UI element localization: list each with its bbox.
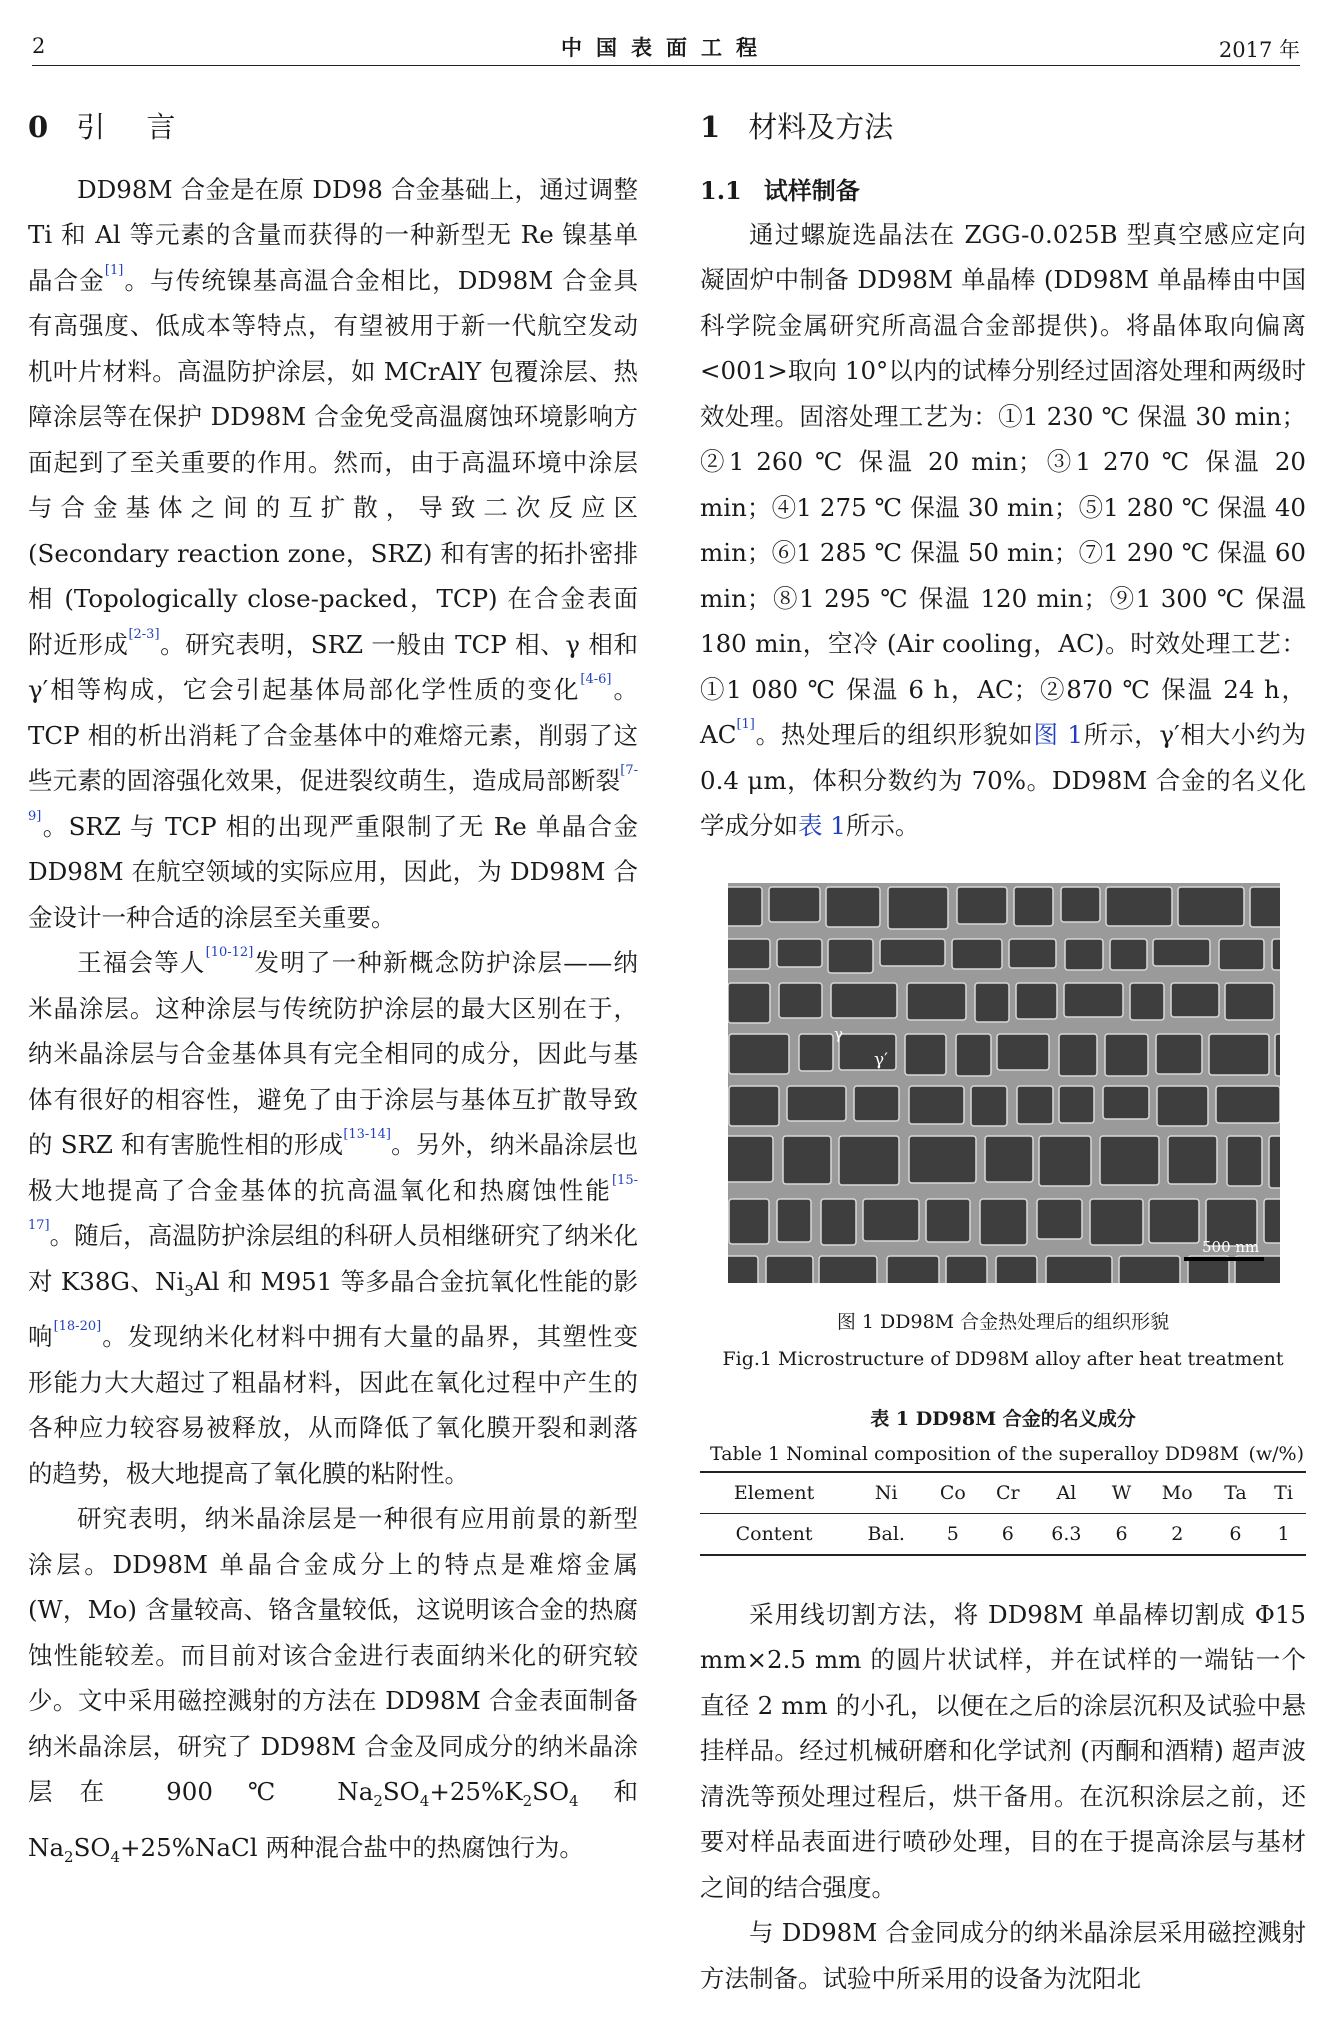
gamma-prime-cuboid: [1149, 1199, 1199, 1243]
gamma-prime-cuboid: [831, 983, 897, 1018]
gamma-label: γ: [834, 1024, 843, 1043]
citation[interactable]: [1]: [736, 717, 755, 733]
gamma-prime-cuboid: [957, 887, 1007, 924]
intro-paragraph-3: 研究表明，纳米晶涂层是一种很有应用前景的新型涂层。DD98M 单晶合金成分上的特点是难熔金属 (W，Mo) 含量较高、铬含量较低，这说明该合金的热腐蚀性能较差。而目前对该合金进行表面纳米化的研究较少。文中采用磁控溅射的方法在 DD98M 合金表面制备纳米晶涂层，研究了 DD98M 合金及同成分的纳米晶涂层在 900 ℃ $Na_2SO_4+25\%K_2SO_4$ 和 $Na_2SO_4+25\%NaCl$ 两种混合盐中的热腐蚀行为。: [28, 1504, 638, 1866]
gamma-prime-cuboid: [1059, 1034, 1097, 1076]
gamma-prime-cuboid: [980, 1199, 1027, 1245]
gamma-prime-cuboid: [907, 983, 966, 1020]
gamma-prime-cuboid: [1119, 1256, 1180, 1283]
gamma-prime-cuboid: [1009, 939, 1056, 968]
gamma-prime-cuboid: [1064, 983, 1123, 1017]
gamma-prime-cuboid: [821, 1199, 856, 1245]
figure-caption-en: Fig.1 Microstructure of DD98M alloy after heat treatment: [722, 1347, 1284, 1370]
citation[interactable]: [13-14]: [343, 1127, 391, 1143]
gamma-prime-cuboid: [1157, 1086, 1208, 1126]
gamma-prime-cuboid: [887, 1256, 939, 1283]
page-number: 2: [32, 34, 46, 58]
gamma-prime-cuboid: [997, 1034, 1049, 1070]
scale-label: 500 nm: [1202, 1237, 1260, 1256]
gamma-prime-cuboid: [728, 887, 762, 926]
gamma-prime-cuboid: [1046, 1256, 1112, 1283]
gamma-prime-cuboid: [905, 1034, 946, 1075]
gamma-prime-cuboid: [1100, 1136, 1159, 1185]
gamma-prime-cuboid: [828, 939, 873, 973]
gamma-prime-cuboid: [880, 939, 945, 966]
gamma-prime-cuboid: [952, 939, 1002, 969]
gamma-prime-cuboid: [1156, 1034, 1202, 1074]
gamma-prime-cuboid: [839, 1136, 899, 1185]
left-column: [28, 96, 638, 1880]
gamma-prime-cuboid: [1264, 1199, 1280, 1243]
gamma-prime-cuboid: [1178, 887, 1244, 926]
table-row: Content Bal. 5 6 6.3 6 2 6 1: [735, 1522, 1290, 1545]
gamma-prime-cuboid: [1103, 1086, 1149, 1119]
gamma-prime-cuboid: [769, 887, 820, 922]
table-caption-cn: 表 1 DD98M 合金的名义成分: [870, 1407, 1136, 1430]
gamma-prime-cuboid: [1014, 887, 1053, 926]
gamma-prime-cuboid: [766, 1256, 813, 1283]
gamma-prime-cuboid: [826, 887, 880, 927]
table-unit: (w/%): [1248, 1442, 1304, 1465]
gamma-prime-cuboid: [1106, 887, 1172, 926]
gamma-prime-cuboid: [1250, 887, 1280, 927]
gamma-prime-cuboid: [1017, 1086, 1053, 1124]
gamma-prime-cuboid: [777, 1199, 811, 1242]
methods-paragraph-2: 采用线切割方法，将 DD98M 单晶棒切割成 Φ15 mm×2.5 mm 的圆片状试样，并在试样的一端钻一个直径 2 mm 的小孔，以便在之后的涂层沉积及试验中悬挂样品。经过机械研磨和化学试剂 (丙酮和酒精) 超声波清洗等预处理过程后，烘干备用。在沉积涂层之前，还要对样品表面进行喷砂处理，目的在于提高涂层与基材之间的结合强度。: [700, 1599, 1306, 1902]
section-intro-heading: 0 引 言: [28, 110, 192, 144]
right-column: [700, 96, 1306, 2001]
gamma-prime-cuboid: [729, 1199, 769, 1244]
gamma-prime-cuboid: [909, 1086, 964, 1124]
methods-paragraph-1: 通过螺旋选晶法在 ZGG-0.025B 型真空感应定向凝固炉中制备 DD98M 单晶棒 (DD98M 单晶棒由中国科学院金属研究所高温合金部提供)。将晶体取向偏离<001>取向 10°以内的试棒分别经过固溶处理和两级时效处理。固溶处理工艺为：①1 230 ℃ 保温 30 min；②1 260 ℃ 保温 20 min；③1 270 ℃ 保温 20 min；④1 275 ℃ 保温 30 min；⑤1 280 ℃ 保温 40 min；⑥1 285 ℃ 保温 50 min；⑦1 290 ℃ 保温 60 min；⑧1 295 ℃ 保温 120 min；⑨1 300 ℃ 保温 180 min，空冷 (Air cooling，AC)。时效处理工艺：①1 080 ℃ 保温 6 h，AC；②870 ℃ 保温 24 h，AC[1]。热处理后的组织形貌如图 1所示，γ′相大小约为 0.4 μm，体积分数约为 70%。DD98M 合金的名义化学成分如表 1所示。: [700, 219, 1306, 841]
subsection-heading: 1.1 试样制备: [700, 175, 860, 205]
section-methods-heading: 1 材料及方法: [700, 110, 894, 144]
microstructure-svg: [728, 883, 1280, 1283]
gamma-prime-cuboid: [1130, 983, 1164, 1020]
journal-title: 中国表面工程: [561, 35, 771, 60]
gamma-prime-cuboid: [728, 939, 770, 969]
gamma-prime-cuboid: [1168, 1136, 1217, 1184]
gamma-prime-cuboid: [1227, 1136, 1262, 1186]
intro-paragraph-2: 王福会等人[10-12]发明了一种新概念防护涂层——纳米晶涂层。这种涂层与传统防护涂层的最大区别在于，纳米晶涂层与合金基体具有完全相同的成分，因此与基体有很好的相容性，避免了由于涂层与基体互扩散导致的 SRZ 和有害脆性相的形成[13-14]。另外，纳米晶涂层也极大地提高了合金基体的抗高温氧化和热腐蚀性能[15-17]。随后，高温防护涂层组的科研人员相继研究了纳米化对 K38G、$Ni_3Al$ 和 M951 等多晶合金抗氧化性能的影响[18-20]。发现纳米化材料中拥有大量的晶界，其塑性变形能力大大超过了粗晶材料，因此在氧化过程中产生的各种应力较容易被释放，从而降低了氧化膜开裂和剥落的趋势，极大地提高了氧化膜的粘附性。: [28, 945, 639, 1488]
gamma-prime-cuboid: [799, 1034, 833, 1071]
gamma-prime-cuboid: [888, 887, 948, 929]
citation[interactable]: [15-17]: [28, 1172, 638, 1234]
figure-link[interactable]: 图 1: [1033, 720, 1083, 750]
gamma-prime-cuboid: [729, 1034, 789, 1074]
gamma-prime-cuboid: [1225, 983, 1274, 1020]
gamma-prime-cuboid: [1061, 887, 1100, 922]
methods-paragraph-3: 与 DD98M 合金同成分的纳米晶涂层采用磁控溅射方法制备。试验中所采用的设备为沈阳北: [700, 1918, 1306, 1993]
citation[interactable]: [2-3]: [128, 626, 160, 642]
gamma-prime-cuboid: [728, 1256, 758, 1283]
composition-table: [700, 1471, 1306, 1556]
gamma-prime-cuboid: [1065, 939, 1103, 970]
gamma-prime-cuboid: [1275, 1034, 1280, 1076]
gamma-prime-cuboid: [1219, 939, 1264, 970]
gamma-prime-cuboid: [1105, 1034, 1148, 1076]
gamma-prime-cuboid: [909, 1136, 976, 1183]
gamma-prime-cuboid: [1153, 939, 1210, 966]
gamma-prime-cuboid: [863, 1199, 919, 1241]
gamma-prime-cuboid: [777, 939, 822, 967]
gamma-prime-cuboid: [728, 1136, 773, 1182]
gamma-prime-cuboid: [1216, 1086, 1280, 1123]
gamma-prime-cuboid: [946, 1256, 987, 1283]
table-caption-en: Table 1 Nominal composition of the superalloy DD98M (w/%): [710, 1442, 1304, 1465]
gamma-prime-cuboid: [1209, 1034, 1269, 1075]
gamma-prime-cuboid: [956, 1034, 991, 1076]
citation[interactable]: [10-12]: [205, 945, 254, 961]
citation[interactable]: [1]: [104, 262, 124, 278]
citation[interactable]: [4-6]: [580, 672, 612, 688]
gamma-prime-cuboid: [819, 1256, 877, 1283]
gamma-prime-cuboid: [971, 1086, 1007, 1126]
gamma-prime-cuboid: [1272, 939, 1280, 970]
intro-paragraph-1: DD98M 合金是在原 DD98 合金基础上，通过调整 Ti 和 Al 等元素的含量而获得的一种新型无 Re 镍基单晶合金[1]。与传统镍基高温合金相比，DD98M 合金具有高强度、低成本等特点，有望被用于新一代航空发动机叶片材料。高温防护涂层，如 MCrAlY 包覆涂层、热障涂层等在保护 DD98M 合金免受高温腐蚀环境影响方面起到了至关重要的作用。然而，由于高温环境中涂层与合金基体之间的互扩散，导致二次反应区 (Secondary reaction zone，SRZ) 和有害的拓扑密排相 (Topologically close-packed，TCP) 在合金表面附近形成[2-3]。研究表明，SRZ 一般由 TCP 相、γ 相和 γ′相等构成，它会引起基体局部化学性质的变化[4-6]。TCP 相的析出消耗了合金基体中的难熔元素，削弱了这些元素的固溶强化效果，促进裂纹萌生，造成局部断裂[7-9]。SRZ 与 TCP 相的出现严重限制了无 Re 单晶合金 DD98M 在航空领域的实际应用，因此，为 DD98M 合金设计一种合适的涂层至关重要。: [28, 174, 639, 932]
gamma-prime-cuboid: [1037, 1199, 1082, 1239]
gamma-prime-cuboid: [1110, 939, 1147, 970]
gamma-prime-cuboid: [996, 1256, 1037, 1283]
gamma-prime-label: γ′: [874, 1049, 889, 1070]
gamma-prime-cuboid: [985, 1136, 1033, 1182]
gamma-prime-cuboid: [779, 983, 822, 1018]
gamma-prime-cuboid: [1090, 1199, 1143, 1245]
gamma-prime-cuboid: [1059, 1086, 1094, 1123]
gamma-prime-cuboid: [1171, 983, 1219, 1017]
scale-bar: [1184, 1257, 1264, 1261]
gamma-prime-cuboid: [728, 983, 770, 1023]
gamma-prime-cuboid: [783, 1136, 831, 1184]
gamma-prime-cuboid: [729, 1086, 779, 1126]
gamma-prime-cuboid: [926, 1199, 970, 1242]
gamma-prime-cuboid: [1269, 1136, 1280, 1188]
page-header: [32, 26, 1300, 66]
table-header-row: Element Ni Co Cr Al W Mo Ta Ti: [700, 1472, 1306, 1514]
citation[interactable]: [7-9]: [28, 763, 638, 824]
gamma-prime-cuboid: [1016, 983, 1057, 1019]
figure-caption-cn: 图 1 DD98M 合金热处理后的组织形貌: [836, 1310, 1170, 1333]
gamma-prime-cuboid: [854, 1086, 899, 1121]
microstructure-image: [728, 883, 1280, 1283]
table-link[interactable]: 表 1: [798, 811, 846, 841]
gamma-prime-cuboid: [787, 1086, 846, 1121]
gamma-prime-cuboid: [1039, 1136, 1091, 1186]
citation[interactable]: [18-20]: [53, 1319, 102, 1335]
issue-year: 2017 年: [1218, 38, 1300, 62]
gamma-prime-cuboid: [975, 983, 1009, 1022]
